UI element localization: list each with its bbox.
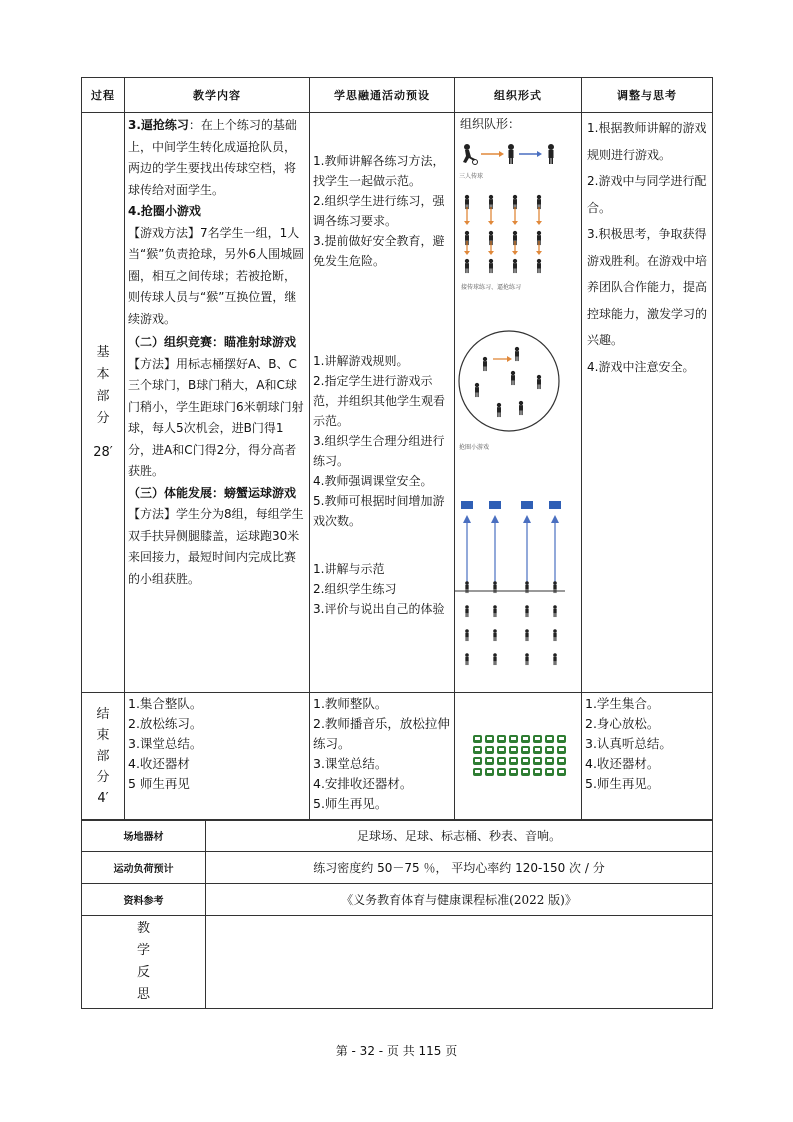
end-stage-label: 结 束 部 分 4′ (82, 693, 125, 821)
content-para: 4.抢圈小游戏 (128, 204, 201, 218)
student-icon (513, 258, 517, 272)
teaching-reflection-label: 教 学 反 思 (82, 916, 206, 1009)
game-circle (459, 331, 559, 431)
student-icon (493, 653, 497, 665)
student-icon (537, 194, 541, 208)
student-icon (521, 757, 530, 765)
formation-diagrams (455, 137, 581, 692)
lesson-plan-table (81, 77, 713, 821)
student-icon (473, 757, 482, 765)
venue-value: 足球场、足球、标志桶、秒表、音响。 (206, 820, 713, 852)
content-para: （二）组织竞赛：瞄准射球游戏 (128, 335, 297, 349)
student-icon (525, 629, 529, 641)
student-icon (515, 346, 519, 360)
header-reflection: 调整与思考 (582, 78, 713, 113)
end-content: 1.集合整队。 2.放松练习。 3.课堂总结。 4.收还器材 5 师生再见 (125, 693, 310, 821)
student-icon (509, 768, 518, 776)
student-icon (465, 194, 469, 208)
student-icon (537, 258, 541, 272)
load-row (82, 852, 713, 884)
activity-group-2: 1.讲解游戏规则。 2.指定学生进行游戏示范，并组织其他学生观看示范。 3.组织学生合理分组进行练习。 4.教师强调课堂安全。 5.教师可根据时间增加游戏次数。 (313, 354, 446, 528)
content-para: 【方法】用标志桶摆好A、B、C三个球门，B球门稍大，A和C球门稍小，学生距球门6米朝球门射球，每人5次机会，进B门得1分，进A和C门得2分，得分高者获胜。 (128, 356, 304, 478)
basic-section-row (82, 113, 713, 693)
student-icon (537, 374, 541, 388)
page-number: 第 - 32 - 页 共 115 页 (335, 1044, 458, 1058)
basic-stage-time: 28′ (93, 444, 113, 460)
student-icon (508, 144, 514, 164)
student-icon (521, 768, 530, 776)
student-icon (557, 757, 566, 765)
student-icon (553, 629, 557, 641)
student-icon (509, 757, 518, 765)
student-icon (545, 768, 554, 776)
end-activities: 1.教师整队。 2.教师播音乐，放松拉伸练习。 3.课堂总结。 4.安排收还器材。 5.师生再见。 (310, 693, 455, 821)
header-row (82, 78, 713, 113)
passing-grid-diagram (464, 194, 542, 272)
end-organization (455, 693, 582, 821)
org-caption-1: 三人传球 (459, 172, 484, 180)
venue-label: 场地器材 (82, 820, 206, 852)
student-icon (465, 605, 469, 617)
student-icon (475, 382, 479, 396)
basic-activities (310, 113, 455, 693)
venue-row (82, 820, 713, 852)
load-label: 运动负荷预计 (82, 852, 206, 884)
student-icon (497, 746, 506, 754)
content-para: 【方法】学生分为8组，每组学生双手扶异侧腿膝盖，运球跑30米来回接力，最短时间内完成比赛的小组获胜。 (128, 507, 304, 586)
teaching-reflection-body[interactable] (206, 916, 713, 1009)
student-icon (509, 735, 518, 743)
runner-icon (463, 144, 478, 165)
content-para: 3.逼抢练习：在上个练习的基础上，中间学生转化成逼抢队员，两边的学生要找出传球空档，将球传给对面学生。 (128, 118, 297, 197)
student-icon (483, 356, 487, 370)
student-icon (493, 605, 497, 617)
student-icon (473, 768, 482, 776)
student-icon (553, 605, 557, 617)
cone-flag (549, 501, 561, 509)
crab-relay-diagram (455, 501, 565, 665)
end-stage-time: 4′ (97, 791, 109, 806)
student-icon (497, 735, 506, 743)
student-icon (533, 735, 542, 743)
header-organization: 组织形式 (455, 78, 582, 113)
reference-row (82, 884, 713, 916)
student-icon (521, 746, 530, 754)
student-icon (465, 653, 469, 665)
student-icon (465, 258, 469, 272)
student-icon (533, 746, 542, 754)
org-caption-3: 抢圈小游戏 (459, 443, 490, 451)
passing-diagram (459, 144, 554, 180)
reference-value: 《义务教育体育与健康课程标准(2022 版)》 (206, 884, 713, 916)
content-para: 【游戏方法】7名学生一组，1人当“猴”负责抢球，另外6人围城圆圈，相互之间传球；若被抢断，则传球人员与“猴”互换位置，继续游戏。 (128, 225, 305, 326)
basic-content (125, 113, 310, 693)
student-icon (497, 757, 506, 765)
student-icon (485, 757, 494, 765)
student-icon (533, 768, 542, 776)
cone-flag (461, 501, 473, 509)
activity-group-3: 1.讲解与示范 2.组织学生练习 3.评价与说出自己的体验 (313, 562, 445, 616)
student-icon (545, 735, 554, 743)
student-icon (525, 653, 529, 665)
student-icon (545, 757, 554, 765)
teaching-reflection-row (82, 916, 713, 1009)
student-icon (557, 768, 566, 776)
content-para: （三）体能发展：螃蟹运球游戏 (128, 485, 297, 500)
reference-label: 资料参考 (82, 884, 206, 916)
student-icon (497, 402, 501, 416)
student-icon (519, 400, 523, 414)
student-icon (557, 735, 566, 743)
assembly-formation (455, 727, 581, 787)
student-icon (473, 735, 482, 743)
student-icon (485, 746, 494, 754)
student-icon (548, 144, 554, 164)
student-icon (485, 768, 494, 776)
student-icon (465, 629, 469, 641)
student-icon (557, 746, 566, 754)
basic-reflection: 1.根据教师讲解的游戏规则进行游戏。 2.游戏中与同学进行配合。 3.积极思考，争取获得游戏胜利。在游戏中培养团队合作能力，提高控球能力，激发学习的兴趣。 4.游戏中注意安全。 (582, 113, 713, 693)
student-icon (513, 194, 517, 208)
student-icon (493, 629, 497, 641)
student-icon (489, 194, 493, 208)
student-icon (521, 735, 530, 743)
activity-group-1: 1.教师讲解各练习方法，找学生一起做示范。 2.组织学生进行练习，强调各练习要求。 3.提前做好安全教育，避免发生危险。 (313, 154, 445, 268)
student-icon (533, 757, 542, 765)
cone-flag (489, 501, 501, 509)
student-icon (525, 605, 529, 617)
student-icon (511, 370, 515, 384)
end-reflection: 1.学生集合。 2.身心放松。 3.认真听总结。 4.收还器材。 5.师生再见。 (582, 693, 713, 821)
org-caption-2: 接传球练习、逼抢练习 (461, 283, 522, 291)
student-icon (489, 258, 493, 272)
header-activities: 学思融通活动预设 (310, 78, 455, 113)
student-icon (497, 768, 506, 776)
student-icon (473, 746, 482, 754)
header-process: 过程 (82, 78, 125, 113)
footer-table (81, 819, 713, 1009)
basic-stage-label: 基 本 部 分 28′ (82, 113, 125, 693)
student-icon (553, 653, 557, 665)
org-title: 组织队形： (460, 117, 521, 131)
student-icon (485, 735, 494, 743)
student-icon (509, 746, 518, 754)
circle-game-diagram (459, 331, 559, 431)
header-content: 教学内容 (125, 78, 310, 113)
cone-flag (521, 501, 533, 509)
basic-organization (455, 113, 582, 693)
student-icon (545, 746, 554, 754)
end-section-row (82, 693, 713, 821)
load-value: 练习密度约 50－75 ％， 平均心率约 120-150 次 / 分 (206, 852, 713, 884)
